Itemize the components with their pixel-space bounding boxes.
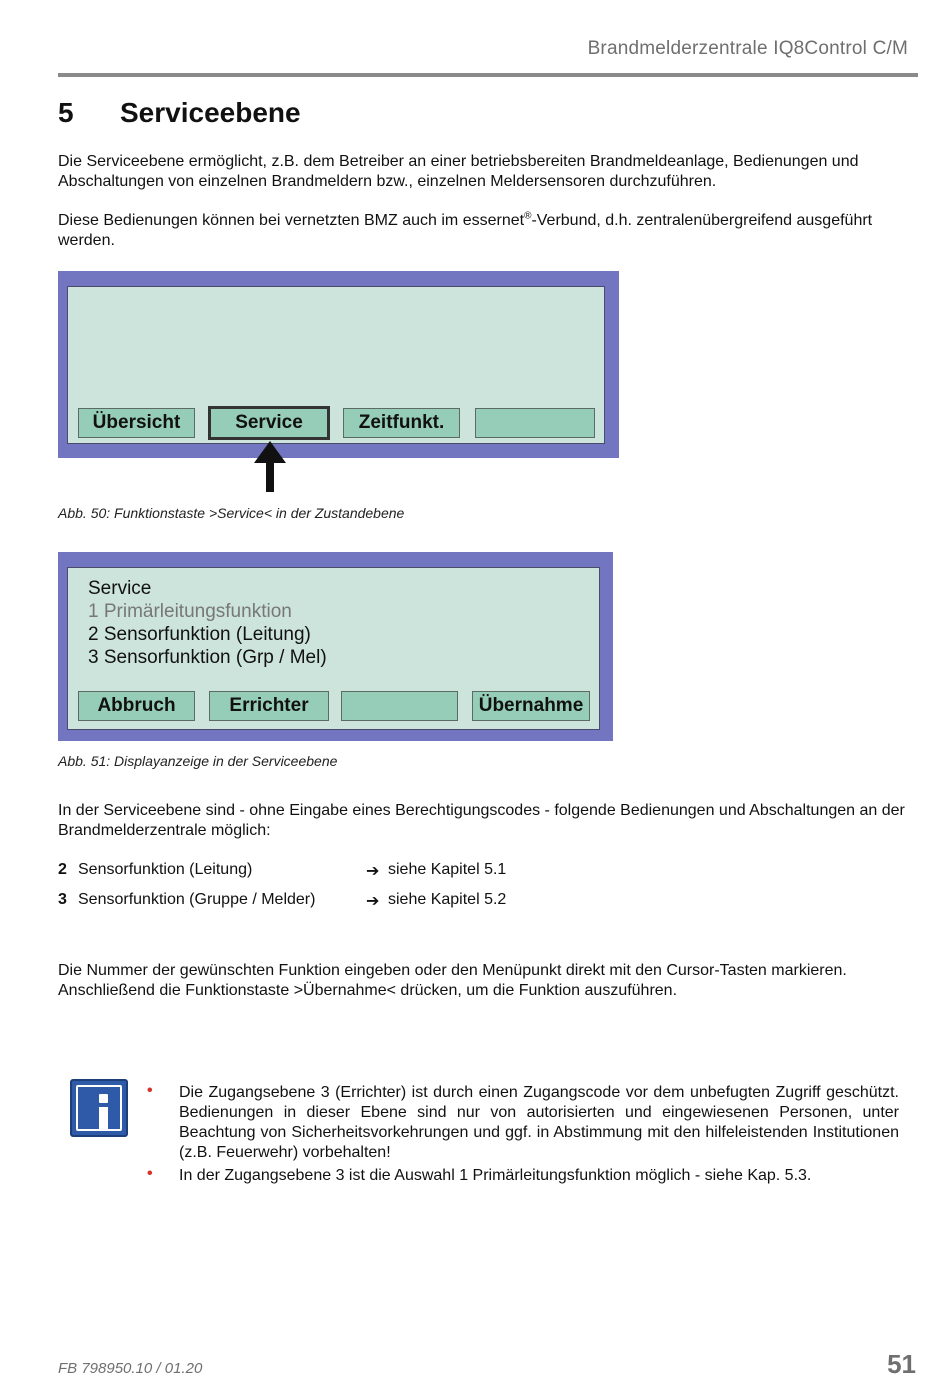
lcd-screen (67, 286, 605, 444)
menu-item-3[interactable]: 3 Sensorfunktion (Grp / Mel) (88, 647, 327, 668)
note-item-2: In der Zugangsebene 3 ist die Auswahl 1 Primärleitungsfunktion möglich - siehe Kap. 5.3. (179, 1167, 812, 1184)
arrow-right-icon: ➔ (366, 863, 380, 880)
chapter-reference: siehe Kapitel 5.2 (388, 891, 507, 908)
function-key-empty[interactable] (341, 691, 458, 721)
display-panel-status (58, 271, 619, 458)
figure-51-caption: Abb. 51: Displayanzeige in der Serviceebene (58, 753, 338, 769)
figure-50-caption: Abb. 50: Funktionstaste >Service< in der Zustandebene (58, 505, 405, 521)
footer-page-number: 51 (887, 1349, 916, 1379)
intro-paragraph-1: Die Serviceebene ermöglicht, z.B. dem Betreiber an einer betriebsbereiten Brandmeldeanlage, Bedienungen und Abschaltungen von einzelnen Brandmeldern bzw., einzelnen Meldersensoren durchzuführen. (58, 153, 859, 190)
menu-item-2[interactable]: 2 Sensorfunktion (Leitung) (88, 624, 311, 645)
function-number: 3 (58, 891, 67, 908)
header-divider (58, 73, 918, 77)
function-label: Sensorfunktion (Leitung) (78, 861, 253, 878)
body-paragraph-4: Die Nummer der gewünschten Funktion eingeben oder den Menüpunkt direkt mit den Cursor-Tasten markieren. Anschließend die Funktionstaste >Übernahme< drücken, um die Funktion auszuführen. (58, 962, 847, 999)
function-key-errichter[interactable]: Errichter (209, 691, 329, 721)
intro-text-start: Diese Bedienungen können bei vernetzten BMZ auch im essernet (58, 212, 525, 229)
function-key-uebersicht[interactable]: Übersicht (78, 408, 195, 438)
info-icon-frame (76, 1085, 122, 1131)
screen-title: Service (88, 578, 152, 599)
intro-text-end: -Verbund, d.h. zentralenübergreifend ausgeführt werden. (58, 212, 873, 249)
note-item-1: Die Zugangsebene 3 (Errichter) ist durch einen Zugangscode vor dem unbefugten Zugriff geschützt. Bedienungen in dieser Ebene sind nur von autorisierten und eingewiesenen Personen, unter Beachtung von Sicherheitsvorkehrungen und ggf. in Abstimmung mit den hilfeleistenden Institutionen (z.B. Feuerwehr) vorbehalten! (179, 1084, 899, 1161)
bullet-icon: • (147, 1165, 153, 1182)
info-icon (70, 1079, 128, 1137)
chapter-number: 5 (58, 97, 74, 128)
arrow-up-icon (254, 441, 286, 463)
arrow-right-icon: ➔ (366, 893, 380, 910)
intro-paragraph-2 (58, 211, 928, 251)
function-key-empty[interactable] (475, 408, 595, 438)
bullet-icon: • (147, 1082, 153, 1099)
display-panel-service (58, 552, 613, 741)
chapter-title: Serviceebene (120, 97, 301, 128)
function-key-service[interactable]: Service (208, 406, 330, 440)
body-paragraph-3: In der Serviceebene sind - ohne Eingabe eines Berechtigungscodes - folgende Bedienungen und Abschaltungen an der Brandmelderzentrale möglich: (58, 802, 905, 839)
footer-document-id: FB 798950.10 / 01.20 (58, 1360, 203, 1377)
function-key-abbruch[interactable]: Abbruch (78, 691, 195, 721)
function-key-zeitfunkt[interactable]: Zeitfunkt. (343, 408, 460, 438)
registered-mark: ® (524, 210, 532, 222)
info-icon-stem (99, 1107, 108, 1129)
header-title: Brandmelderzentrale IQ8Control C/M (587, 38, 908, 59)
arrow-up-shaft (266, 462, 274, 492)
function-label: Sensorfunktion (Gruppe / Melder) (78, 891, 316, 908)
menu-item-1[interactable]: 1 Primärleitungsfunktion (88, 601, 292, 622)
lcd-screen (67, 567, 600, 730)
chapter-reference: siehe Kapitel 5.1 (388, 861, 507, 878)
function-key-uebernahme[interactable]: Übernahme (472, 691, 590, 721)
function-number: 2 (58, 861, 67, 878)
info-icon-dot (99, 1094, 108, 1103)
